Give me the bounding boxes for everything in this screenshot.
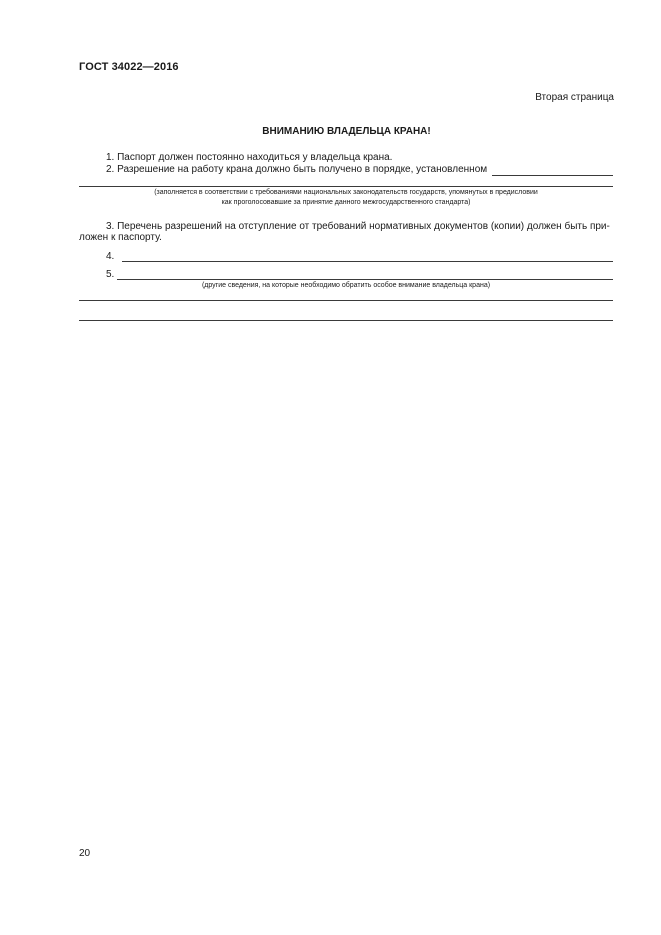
item-3-text-line-1: 3. Перечень разрешений на отступление от требований нормативных документов (копии) должен быть при-	[106, 221, 610, 232]
item-2-note-line-2: как проголосовавшие за принятие данного межгосударственного стандарта)	[221, 199, 471, 206]
item-5-fill-line[interactable]	[117, 279, 613, 280]
item-2-text: 2. Разрешение на работу крана должно быть получено в порядке, установленном	[106, 164, 488, 175]
item-1-text: 1. Паспорт должен постоянно находиться у владельца крана.	[106, 152, 393, 163]
item-2-note-line-1: (заполняется в соответствии с требованиями национальных законодательств государств, упомянутых в предисловии	[154, 189, 538, 196]
item-5-number: 5.	[106, 269, 115, 280]
item-4-number: 4.	[106, 251, 115, 262]
item-5-note: (другие сведения, на которые необходимо обратить особое внимание владельца крана)	[201, 282, 491, 289]
item-5-fill-line-3[interactable]	[79, 320, 613, 321]
item-2-fill-line-full[interactable]	[79, 186, 613, 187]
page-number: 20	[79, 848, 91, 859]
section-heading: ВНИМАНИЮ ВЛАДЕЛЬЦА КРАНА!	[262, 126, 431, 137]
item-5-fill-line-2[interactable]	[79, 300, 613, 301]
item-3-text-line-2: ложен к паспорту.	[79, 232, 162, 243]
item-2-fill-line[interactable]	[492, 175, 613, 176]
page-label: Вторая страница	[535, 92, 614, 103]
item-4-fill-line[interactable]	[122, 261, 613, 262]
standard-number: ГОСТ 34022—2016	[79, 61, 179, 73]
